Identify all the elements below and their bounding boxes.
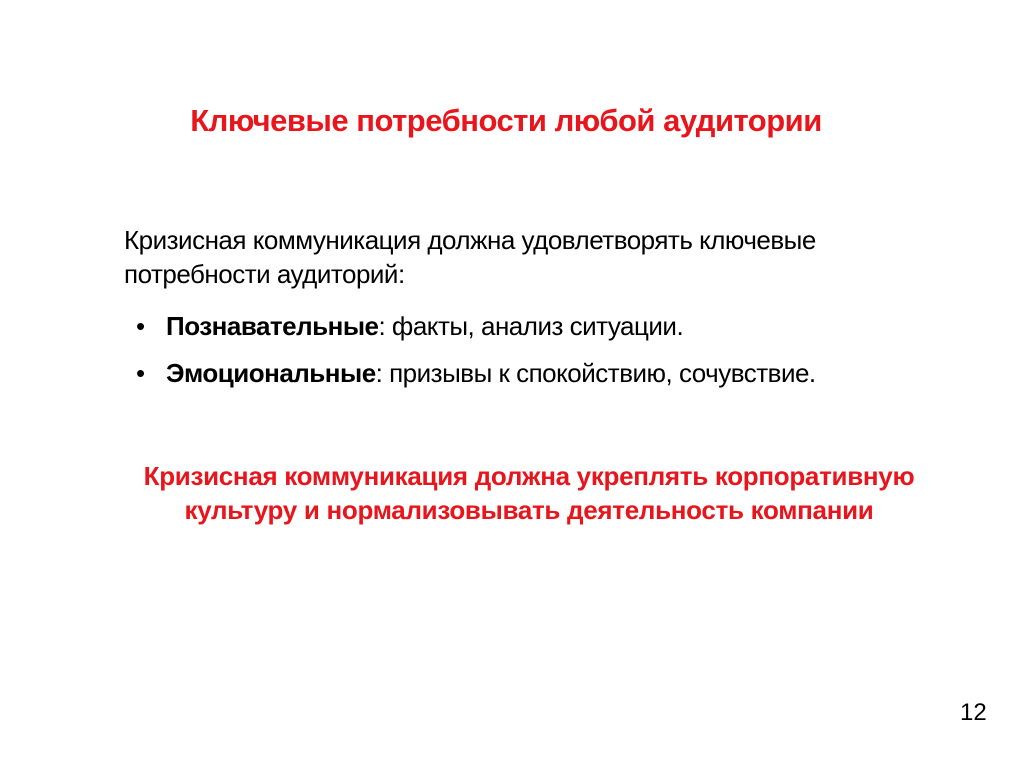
slide-title: Ключевые потребности любой аудитории [190,103,822,138]
bullet-text: : факты, анализ ситуации. [378,311,684,341]
bullet-list [124,309,924,390]
bullet-term: Эмоциональные [166,358,376,388]
bullet-item-cognitive [124,309,924,343]
bullet-icon: • [136,311,145,341]
conclusion-statement [0,459,1024,527]
conclusion-line-1: Кризисная коммуникация должна укреплять корпоративную [143,461,915,491]
conclusion-line-2: культуру и нормализовывать деятельность компании [184,495,874,525]
intro-paragraph: Кризисная коммуникация должна удовлетворять ключевые потребности аудиторий: [124,225,816,289]
bullet-icon: • [136,358,145,388]
page-number: 12 [960,699,987,726]
bullet-item-emotional [124,356,924,390]
bullet-text: : призывы к спокойствию, сочувствие. [375,358,816,388]
bullet-term: Познавательные [166,311,379,341]
